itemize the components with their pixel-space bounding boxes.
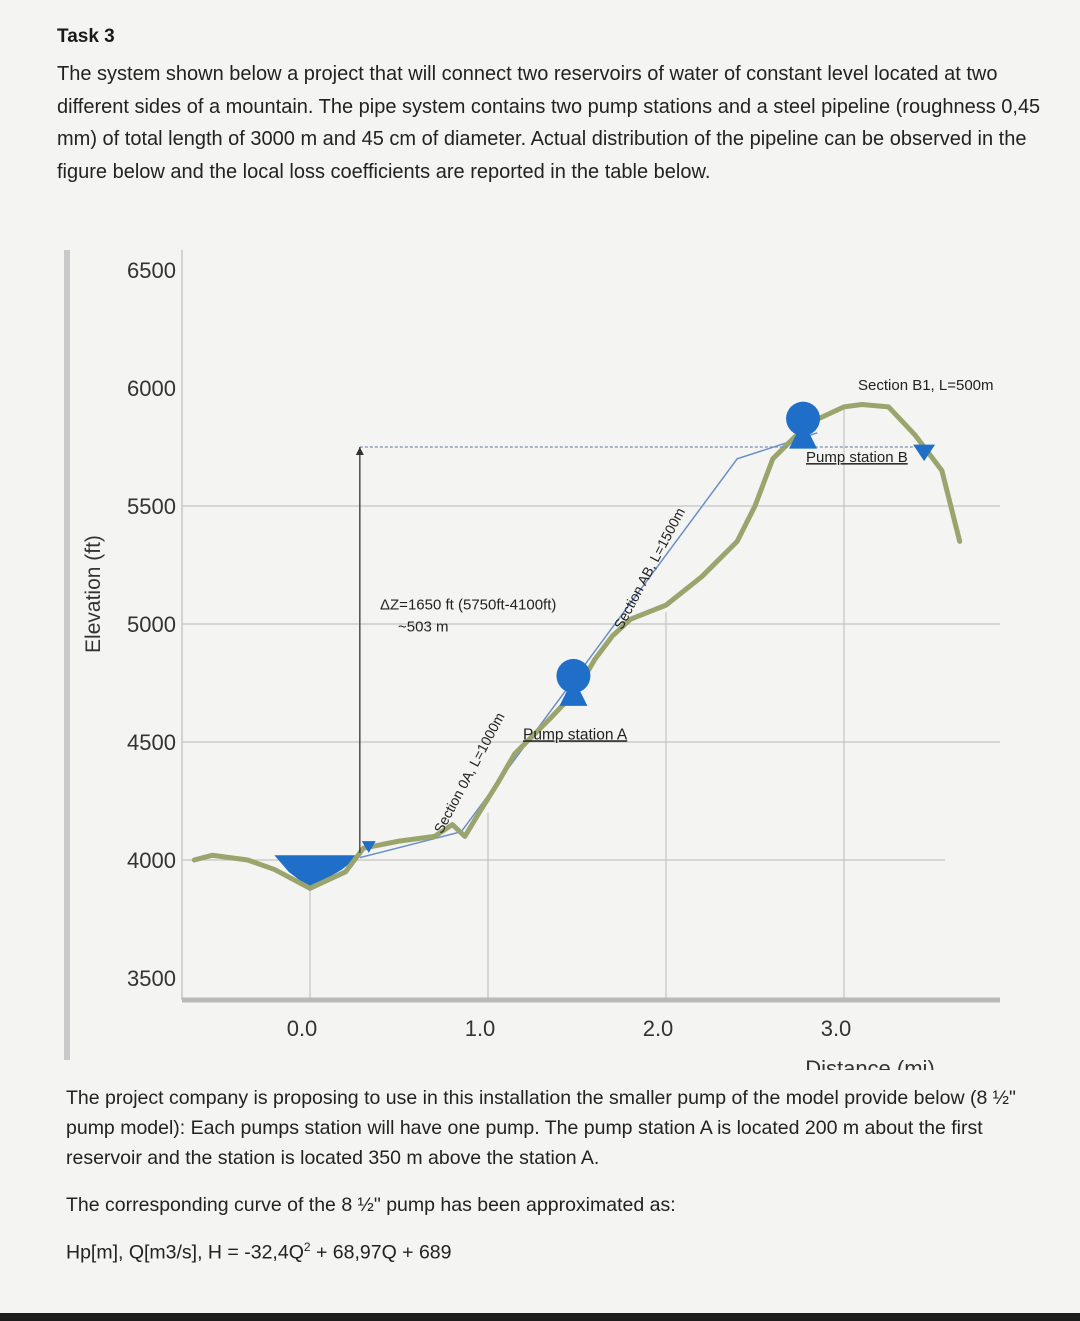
pump-a-icon: [556, 659, 590, 706]
formula-exponent: 2: [303, 1240, 311, 1254]
intro-paragraph: The system shown below a project that will connect two reservoirs of water of constant level located at two different sides of a mountain. The pipe system contains two pump stations and a steel pipeline (roughness 0,45 mm) of total length of 3000 m and 45 cm of diameter. Actual distribution of the pipeline can be observed in the figure below and the local loss coefficients are reported in the table below.: [57, 63, 1041, 183]
section-b1-label: Section B1, L=500m: [858, 377, 994, 395]
x-axis-title: Distance (mi): [805, 1056, 935, 1070]
curve-note: The corresponding curve of the 8 ½" pump has been approximated as:: [66, 1194, 676, 1216]
y-tick-label: 6000: [127, 376, 176, 401]
pipeline: [360, 433, 817, 858]
y-tick-label: 3500: [127, 966, 176, 991]
delta-z-label: ΔZ=1650 ft (5750ft-4100ft): [380, 596, 557, 614]
pump-a-label: Pump station A: [523, 726, 628, 744]
x-tick-label: 0.0: [286, 1016, 318, 1041]
y-tick-label: 4500: [127, 730, 176, 755]
elevation-figure: [0, 240, 1080, 1075]
y-tick-label: 6500: [127, 258, 176, 283]
task-title: Task 3: [57, 26, 115, 47]
formula-lhs: Hp[m], Q[m3/s], H = -32,4Q: [66, 1241, 304, 1264]
section-ab-label: Section AB, L=1500m: [610, 505, 689, 632]
y-axis-title: Elevation (ft): [82, 535, 105, 653]
figure-left-border: [64, 250, 70, 1060]
pump-b-label: Pump station B: [806, 449, 908, 467]
elevation-chart: [0, 240, 1080, 1070]
y-tick-label: 4000: [127, 848, 176, 873]
outro-paragraph: The project company is proposing to use in this installation the smaller pump of the model provide below (8 ½" pump model): Each pumps station will have one pump. The pump station A is located 200 m about the first reservoir and the station is located 350 m above the station A.: [66, 1087, 1016, 1169]
x-tick-label: 2.0: [642, 1016, 674, 1041]
y-tick-label: 5000: [127, 612, 176, 637]
pump-curve-formula: [66, 1240, 452, 1265]
formula-rhs: + 68,97Q + 689: [310, 1241, 452, 1264]
delta-z-arrowhead: [356, 447, 364, 455]
screen-bottom-edge: [0, 1313, 1080, 1321]
y-tick-label: 5500: [127, 494, 176, 519]
section-0a-label: Section 0A, L=1000m: [430, 709, 508, 836]
delta-z-metric-label: ~503 m: [398, 618, 449, 636]
x-tick-label: 3.0: [820, 1016, 852, 1041]
x-tick-label: 1.0: [464, 1016, 496, 1041]
terrain-profile: [194, 405, 959, 889]
